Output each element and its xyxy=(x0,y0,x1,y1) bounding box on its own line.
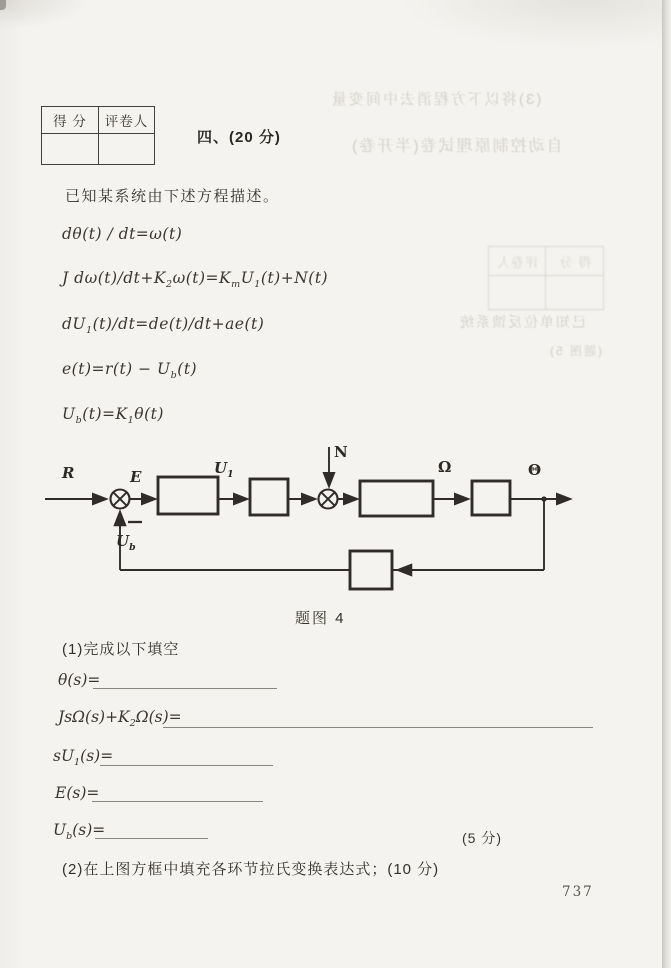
signal-label-ub: $U_b$ xyxy=(116,532,136,553)
bleedthrough-empty-cell xyxy=(489,276,547,310)
bleedthrough-empty-cell xyxy=(546,276,604,310)
page-edge-shadow xyxy=(662,0,671,968)
equation-3: $dU_1(t)/dt=de(t)/dt+ae(t)$ xyxy=(62,315,265,337)
bleedthrough-line: (3)将以下方程消去中间变量 xyxy=(330,91,542,108)
blank-line-ub-s xyxy=(95,838,208,839)
signal-label-theta: Θ xyxy=(528,461,542,479)
plant-block-empty xyxy=(360,481,433,516)
grader-label-cell: 评卷人 xyxy=(99,107,155,134)
score-value-cell xyxy=(42,134,99,165)
blank-label-su1: $sU_1(s)=$ xyxy=(53,747,114,769)
equation-1: dθ(t) / dt=ω(t) xyxy=(62,225,183,243)
signal-label-r: R xyxy=(62,464,75,482)
bleedthrough-line: 已知单位反馈系统 xyxy=(458,314,586,330)
signal-label-omega: Ω xyxy=(438,458,452,476)
equation-2: J $d\omega(t)/dt+K_2\omega(t)=K_mU_1(t)+N(t)$ xyxy=(62,269,329,291)
blank-label-theta-s: θ(s)= xyxy=(58,671,101,689)
blank-line-e-s xyxy=(92,801,263,802)
blank-label-ub-s: $U_b(s)=$ xyxy=(53,821,106,843)
signal-label-n: N xyxy=(334,443,348,461)
problem-intro-text: 已知某系统由下述方程描述。 xyxy=(65,188,280,205)
score-label-cell: 得 分 xyxy=(42,107,99,134)
integrator-block-empty xyxy=(472,481,510,515)
score-table xyxy=(41,106,155,165)
page-number: 737 xyxy=(562,884,594,900)
bleedthrough-line: 自动控制原理试卷(半开卷) xyxy=(350,138,563,155)
bleedthrough-score-table xyxy=(488,246,604,310)
bleedthrough-line: (题图 5) xyxy=(548,344,603,358)
part1-heading: (1)完成以下填空 xyxy=(62,641,180,658)
blank-line-su1 xyxy=(100,765,273,766)
feedback-block-empty xyxy=(350,551,392,589)
bleedthrough-score-cell: 得 分 xyxy=(546,247,604,276)
grader-value-cell xyxy=(99,134,155,165)
blank-line-js-omega xyxy=(163,727,593,728)
question-number-heading: 四、(20 分) xyxy=(197,129,281,146)
equation-5: $U_b(t)=K_1\theta(t)$ xyxy=(62,405,164,427)
blank-label-e-s: E(s)= xyxy=(55,784,100,802)
part1-score: (5 分) xyxy=(462,830,502,846)
scan-corner-artifact xyxy=(0,0,6,10)
equation-4: $e(t)=r(t) - U_b(t)$ xyxy=(62,360,198,382)
signal-label-u1: $U_1$ xyxy=(214,459,234,480)
part2-heading: (2)在上图方框中填充各环节拉氏变换表达式；(10 分) xyxy=(62,861,440,878)
blank-label-js-omega: $Js\Omega(s)+K_2\Omega(s)=$ xyxy=(58,708,182,730)
gain-block-empty xyxy=(250,479,288,515)
blank-line-theta-s xyxy=(93,688,277,689)
bleedthrough-grader-cell: 评卷人 xyxy=(489,247,547,276)
signal-label-e: E xyxy=(130,468,142,486)
controller-block-empty xyxy=(158,477,218,514)
figure-caption: 题图 4 xyxy=(295,610,346,627)
